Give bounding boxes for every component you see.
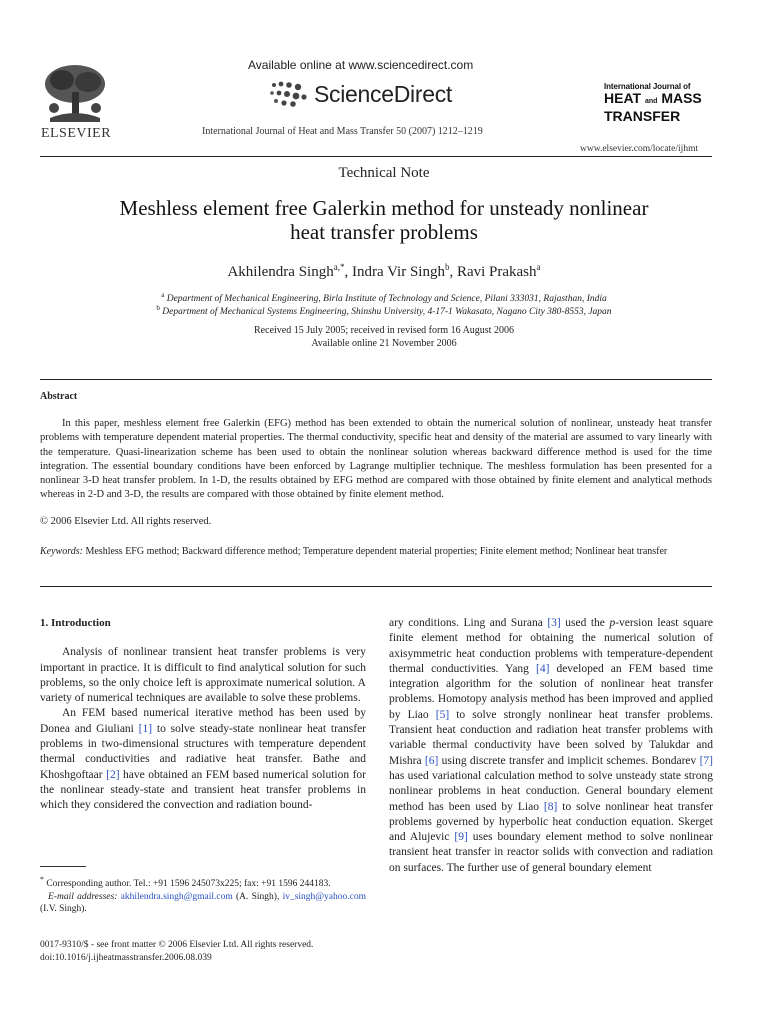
- sciencedirect-logo: [268, 78, 452, 110]
- footnote-divider: [40, 866, 86, 867]
- journal-citation: International Journal of Heat and Mass Transfer 50 (2007) 1212–1219: [202, 126, 483, 137]
- publisher-name: ELSEVIER: [40, 126, 112, 141]
- elsevier-tree-logo: [40, 62, 110, 124]
- received-dates: Received 15 July 2005; received in revised form 16 August 2006: [254, 325, 514, 336]
- author-name[interactable]: Indra Vir Singh: [351, 264, 445, 280]
- article-type: Technical Note: [338, 165, 430, 181]
- citation-link[interactable]: [9]: [454, 831, 468, 844]
- keywords: Keywords: Meshless EFG method; Backward difference method; Temperature dependent material properties; Finite element method; Nonlinear heat transfer: [40, 546, 668, 557]
- citation-link[interactable]: [6]: [424, 754, 439, 767]
- available-date: Available online 21 November 2006: [311, 338, 457, 349]
- affiliation: $^b$ Department of Mechanical Systems Engineering, Shinshu University, 4-17-1 Wakasato, Nagano City 380-8553, Japan: [156, 304, 612, 318]
- abstract-text: In this paper, meshless element free Galerkin (EFG) method has been extended to obtain the numerical solution of nonlinear, unsteady heat transfer problems with temperature dependent material properties. The thermal conductivity, specific heat and density of the material are assumed to vary linearly with the temperature. Quasi-linearization scheme has been used to obtain the nonlinear solution whereas backward difference method is used for the time integration. The essential boundary conditions have been enforced by Lagrange multiplier technique. The meshless formulation has been presented for a nonlinear 3-D heat transfer problem. In 1-D, the results obtained by EFG method are compared with those obtained by finite element and analytical methods whereas in 2-D and 3-D, the results are compared with those obtained by finite element method.: [40, 418, 712, 501]
- abstract-heading: Abstract: [40, 391, 78, 402]
- copyright-notice: © 2006 Elsevier Ltd. All rights reserved.: [40, 516, 212, 527]
- journal-url[interactable]: www.elsevier.com/locate/ijhmt: [580, 144, 699, 154]
- abstract-top-divider: [40, 379, 712, 380]
- section-heading: 1. Introduction: [40, 617, 111, 629]
- citation-link[interactable]: [7]: [699, 754, 713, 767]
- journal-brand-line2: HEAT and MASS: [604, 90, 702, 106]
- journal-brand-line1: International Journal of: [604, 82, 691, 91]
- article-title: Meshless element free Galerkin method for unsteady nonlinear heat transfer problems: [119, 196, 649, 244]
- citation-link[interactable]: [8]: [543, 800, 558, 813]
- available-online-text: Available online at www.sciencedirect.com: [248, 58, 474, 72]
- paragraph: An FEM based numerical iterative method has been used by Donea and Giuliani [1] to solve steady-state nonlinear heat transfer problems in two-dimensional structures with temperature dependent thermal conductivities and radiative heat transfer. Bathe and Khoshgoftaar [2] have obtained an FEM based numerical solution for the nonlinear steady-state and transient heat transfer problems in which they considered the convection and radiation bound-: [40, 707, 367, 812]
- doi-line[interactable]: doi:10.1016/j.ijheatmasstransfer.2006.08.039: [40, 952, 212, 963]
- body-right-column: [389, 616, 713, 876]
- citation-link[interactable]: [1]: [138, 722, 153, 735]
- author-name[interactable]: Akhilendra Singh: [227, 264, 334, 280]
- issn-line: 0017-9310/$ - see front matter © 2006 Elsevier Ltd. All rights reserved.: [40, 940, 314, 950]
- citation-link[interactable]: [5]: [435, 708, 450, 721]
- affiliation: $^a$ Department of Mechanical Engineering, Birla Institute of Technology and Science, Pilani 333031, Rajasthan, India: [161, 291, 607, 305]
- citation-link[interactable]: [2]: [106, 768, 120, 781]
- journal-brand-line3: TRANSFER: [604, 108, 681, 124]
- email-link[interactable]: iv_singh@yahoo.com: [282, 891, 366, 902]
- abstract-bottom-divider: [40, 586, 712, 587]
- author-list: Akhilendra Singh$^{a,*}$, Indra Vir Singh$^b$, Ravi Prakash$^a$: [227, 262, 541, 280]
- corresponding-author-footnote: * Corresponding author. Tel.: +91 1596 245073x225; fax: +91 1596 244183. E-mail addresses: akhilendra.singh@gmail.com (A. Singh), iv_singh@yahoo.com (I.V. Singh).: [40, 875, 366, 915]
- header-divider: [40, 156, 712, 157]
- citation-link[interactable]: [4]: [535, 662, 550, 675]
- journal-brand: [604, 82, 702, 123]
- sciencedirect-dots-icon: [268, 79, 310, 109]
- author-name[interactable]: Ravi Prakash: [456, 264, 537, 280]
- paragraph: ary conditions. Ling and Surana [3] used the p-version least square finite element method for obtaining the numerical solution of axisymmetric heat conduction problems with temperature-dependent thermal conductivities. Yang [4] developed an FEM based time integration algorithm for the solution of nonlinear heat transfer problems. Homotopy analysis method has been improved and applied by Liao [5] to solve strongly nonlinear heat transfer problems. Transient heat conduction and radiation heat transfer problems with variable thermal conductivity have been solved by Talukdar and Mishra [6] using discrete transfer and implicit schemes. Bondarev [7] has used variational calculation method to solve unsteady state strong nonlinear problems in heat conduction. General boundary element method has been used by Liao [8] to solve nonlinear heat transfer problems governed by hyperbolic heat conduction equation. Skerget and Alujevic [9] uses boundary element method to solve nonlinear transient heat transfer in reactor solids with convection and radiation on surfaces. The further use of general boundary element: [389, 617, 714, 874]
- sciencedirect-wordmark: ScienceDirect: [314, 80, 452, 107]
- email-link[interactable]: akhilendra.singh@gmail.com: [120, 891, 233, 902]
- paragraph: Analysis of nonlinear transient heat transfer problems is very important in practice. It is difficult to find analytical solution for such problems, so the only choice left is approximate numerical solution. A variety of numerical techniques are available to solve these problems.: [40, 646, 366, 705]
- body-left-column: [40, 616, 366, 814]
- citation-link[interactable]: [3]: [547, 617, 561, 629]
- front-matter: [40, 939, 370, 964]
